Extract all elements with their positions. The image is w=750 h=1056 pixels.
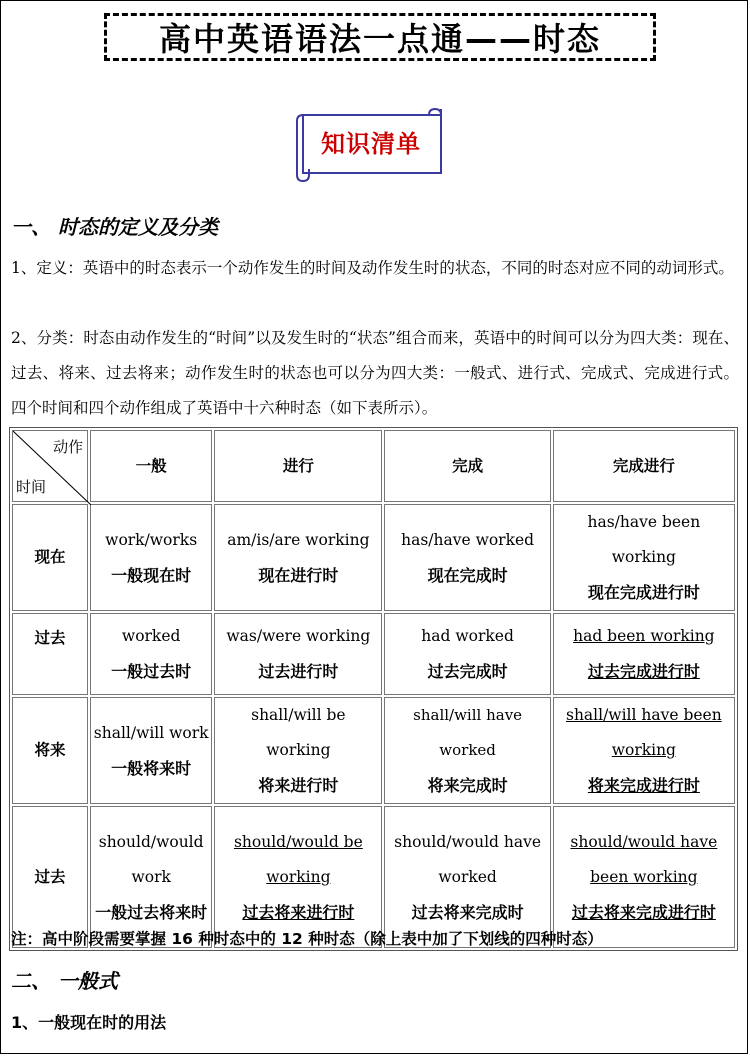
tense-form: worked <box>121 627 181 645</box>
tense-cell <box>214 613 382 695</box>
tense-cell <box>553 613 735 695</box>
tense-cell <box>553 697 735 804</box>
tense-name: 过去完成时 <box>427 662 508 681</box>
tense-name-underlined: 将来完成进行时 <box>587 776 700 795</box>
tense-form: has/have been working <box>587 513 701 566</box>
tense-name-underlined: 过去将来进行时 <box>242 902 355 922</box>
tense-name: 将来完成时 <box>427 776 508 795</box>
tense-form: should/would have worked <box>394 832 542 886</box>
section-heading-1: 一、 时态的定义及分类 <box>11 215 218 239</box>
classification-paragraph: 2、分类：时态由动作发生的“时间”以及发生时的“状态”组合而来，英语中的时间可以分为四大类：现在、过去、将来、过去将来；动作发生时的状态也可以分为四大类：一般式、进行式、完成式、完成进行式。四个时间和四个动作组成了英语中十六种时态（如下表所示）。 <box>11 329 739 417</box>
tense-cell <box>214 697 382 804</box>
tense-name-underlined: 过去将来完成进行时 <box>571 902 716 922</box>
page-title: 高中英语语法一点通——时态 <box>104 13 656 61</box>
row-label: 过去 <box>12 613 88 695</box>
tense-form: has/have worked <box>401 530 535 549</box>
section-heading-2: 二、 一般式 <box>11 969 118 993</box>
tense-name: 现在完成时 <box>427 565 508 585</box>
tense-form-underlined: should/would have been working <box>570 832 718 886</box>
tense-name: 一般现在时 <box>111 565 192 585</box>
column-header: 完成 <box>384 430 550 502</box>
tense-cell <box>384 613 550 695</box>
knowledge-banner <box>293 105 447 185</box>
tense-form-underlined: had been working <box>573 627 715 645</box>
tense-name: 过去进行时 <box>258 662 339 681</box>
table-row <box>12 613 735 695</box>
tense-name: 一般过去时 <box>111 662 192 681</box>
definition-paragraph: 1、定义：英语中的时态表示一个动作发生的时间及动作发生时的状态，不同的时态对应不同的动词形式。 <box>11 259 734 277</box>
subsection-heading: 1、一般现在时的用法 <box>11 1013 167 1032</box>
tense-cell <box>384 697 550 804</box>
table-note: 注：高中阶段需要掌握 16 种时态中的 12 种时态（除上表中加了下划线的四种时态） <box>11 930 603 948</box>
tense-name: 现在进行时 <box>258 565 339 585</box>
tense-table <box>9 427 738 951</box>
table-header-row <box>12 430 735 502</box>
corner-cell <box>12 430 88 502</box>
tense-cell <box>90 613 212 695</box>
column-header: 完成进行 <box>553 430 735 502</box>
tense-form: shall/will be working <box>251 706 346 759</box>
tense-form: was/were working <box>226 627 371 645</box>
tense-cell <box>384 504 550 611</box>
column-header: 一般 <box>90 430 212 502</box>
tense-form: shall/will have worked <box>413 706 523 759</box>
tense-cell <box>553 504 735 611</box>
tense-name-underlined: 过去完成进行时 <box>587 662 700 681</box>
tense-form-underlined: shall/will have been working <box>565 706 722 759</box>
banner-label: 知识清单 <box>321 130 421 158</box>
table-row <box>12 697 735 804</box>
tense-name: 一般将来时 <box>111 758 192 778</box>
tense-name: 一般过去将来时 <box>95 902 208 922</box>
tense-cell <box>214 504 382 611</box>
tense-form: shall/will work <box>93 723 209 742</box>
table-row <box>12 504 735 611</box>
corner-time-label: 时间 <box>16 478 47 496</box>
corner-action-label: 动作 <box>53 438 84 456</box>
row-label: 过去 <box>12 806 88 948</box>
column-header: 进行 <box>214 430 382 502</box>
tense-form: work/works <box>105 530 198 549</box>
tense-form-underlined: should/would be working <box>233 832 363 886</box>
tense-name: 现在完成进行时 <box>587 583 700 602</box>
tense-name: 将来进行时 <box>258 776 339 795</box>
tense-cell <box>90 697 212 804</box>
tense-form: am/is/are working <box>227 530 370 549</box>
tense-cell <box>90 504 212 611</box>
row-label: 将来 <box>12 697 88 804</box>
row-label: 现在 <box>12 504 88 611</box>
tense-form: had worked <box>421 627 514 645</box>
tense-form: should/would work <box>98 832 204 886</box>
tense-name: 过去将来完成时 <box>411 902 524 922</box>
